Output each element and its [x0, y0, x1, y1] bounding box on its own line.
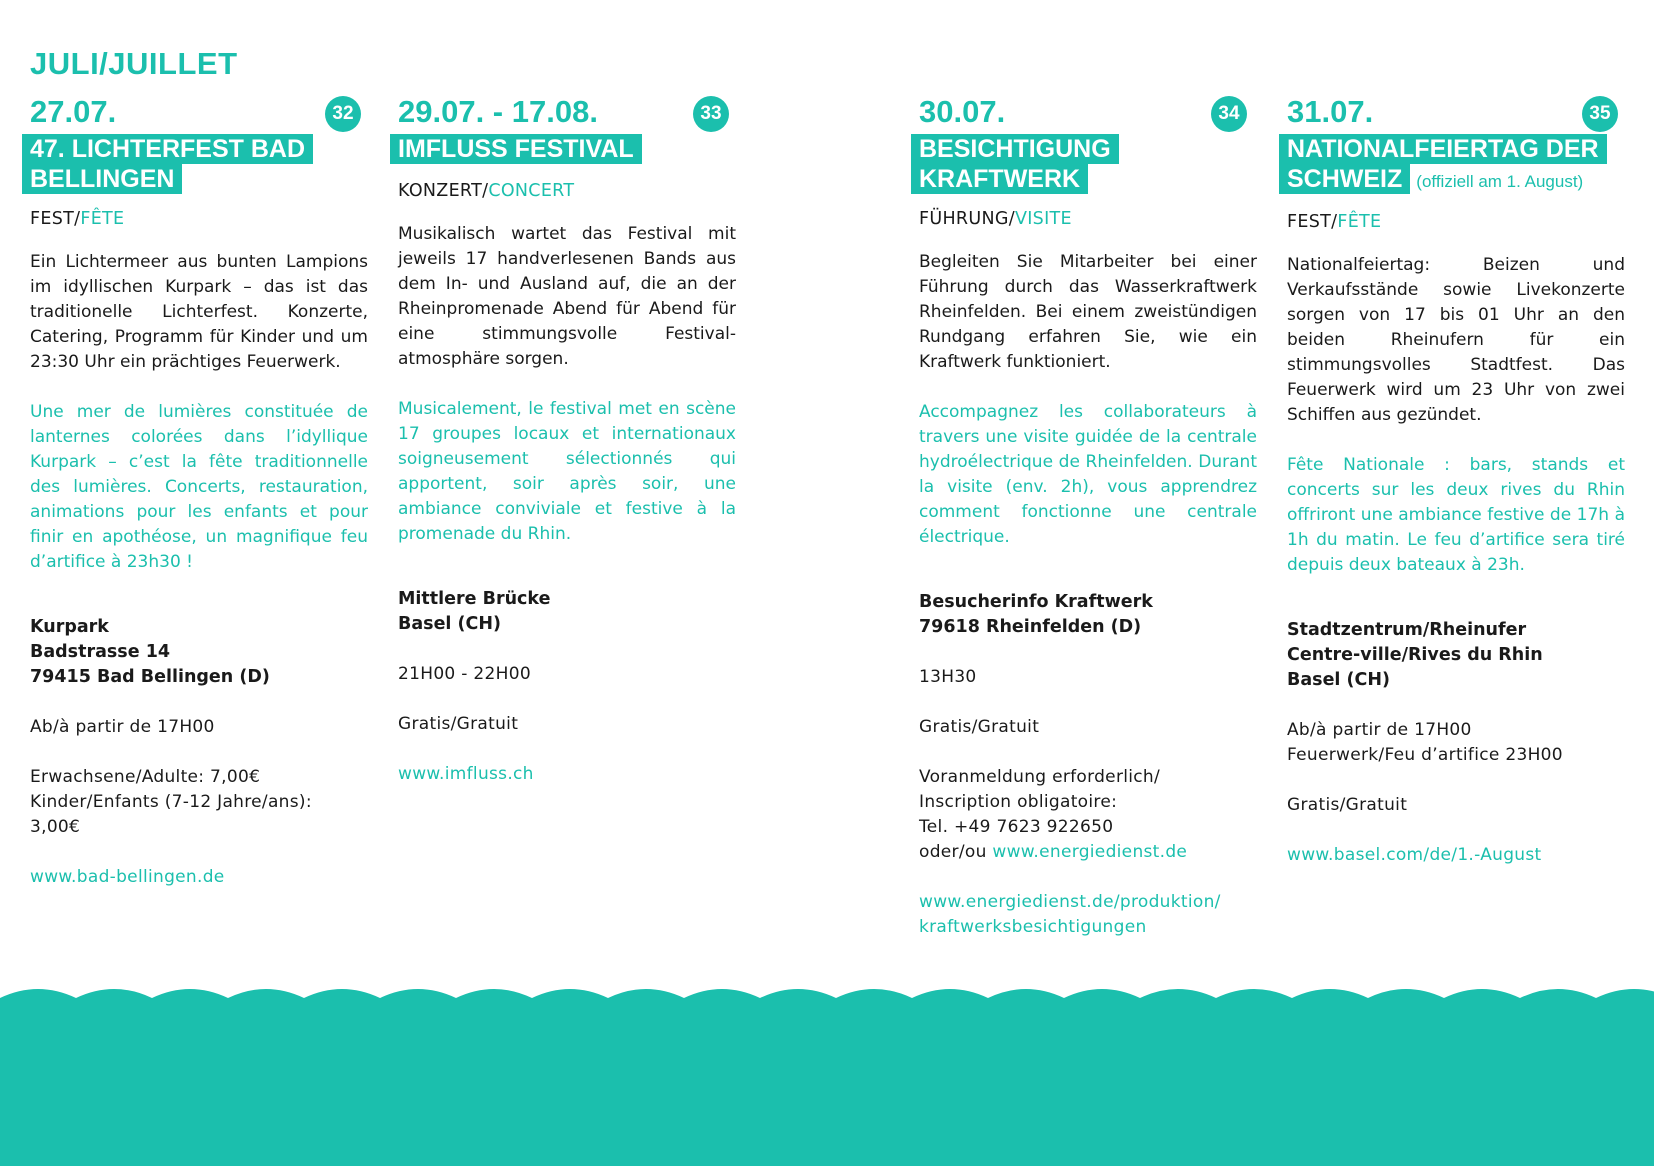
event-title — [398, 134, 736, 164]
event-card-32 — [30, 92, 368, 890]
registration-line: Tel. +49 7623 922650 — [919, 817, 1114, 837]
event-website-link[interactable]: www.basel.com/de/1.-August — [1287, 845, 1542, 865]
registration-line — [919, 840, 1257, 865]
event-date: 27.07. — [30, 94, 117, 129]
description-de: Nationalfeiertag: Beizen und Verkaufsstände sowie Livekonzerte sorgen von 17 bis 01 Uhr an den beiden Rheinufern für ein stimmungsvolles Stadtfest. Das Feuerwerk wird um 23 Uhr von zwei Schiffen aus gezündet. — [1287, 255, 1625, 425]
event-number-badge: 33 — [693, 96, 729, 132]
event-location — [1287, 618, 1625, 693]
event-website-link[interactable]: www.imfluss.ch — [398, 764, 534, 784]
time-line: Ab/à partir de 17H00 — [1287, 720, 1472, 740]
event-number-badge: 32 — [325, 96, 361, 132]
category-de: FEST/ — [1287, 212, 1338, 232]
description-fr: Fête Nationale : bars, stands et concerts sur les deux rives du Rhin offriront une ambiance festive de 17h à 1h du matin. Le feu d’artifice sera tiré depuis deux bateaux à 23h. — [1287, 455, 1625, 575]
location-line: Mittlere Brücke — [398, 589, 551, 609]
location-line: 79618 Rheinfelden (D) — [919, 617, 1142, 637]
event-time — [1287, 718, 1625, 768]
registration-link[interactable]: www.energiedienst.de — [992, 842, 1188, 862]
description-de: Musikalisch wartet das Festival mit jeweils 17 handverlesenen Bands aus dem In- und Ausland auf, die an der Rheinpromenade Abend für Abend für eine stimmungsvolle Festival-atmosphäre sorgen. — [398, 224, 736, 369]
category-de: FEST/ — [30, 209, 81, 229]
event-card-34 — [919, 92, 1257, 940]
event-registration — [919, 765, 1257, 865]
event-price: Gratis/Gratuit — [919, 717, 1040, 737]
location-line: Kurpark — [30, 617, 109, 637]
event-title-line: 47. LICHTERFEST BAD — [22, 134, 313, 164]
description-fr: Une mer de lumières constituée de lanternes colorées dans l’idyllique Kurpark – c’est la fête traditionnelle des lumières. Concerts, restauration, animations pour les enfants et pour finir en apothéose, un magnifique feu d’artifice à 23h30 ! — [30, 402, 368, 572]
category-fr: CONCERT — [488, 181, 575, 201]
wave-decoration — [0, 978, 1654, 1166]
location-line: Stadtzentrum/Rheinufer — [1287, 620, 1527, 640]
event-price: Gratis/Gratuit — [398, 714, 519, 734]
location-line: Basel (CH) — [1287, 670, 1391, 690]
description-fr: Musicalement, le festival met en scène 17 groupes locaux et internationaux soigneusement sélectionnés qui apportent, soir après soir, une ambiance conviviale et festive à la promenade du Rhin. — [398, 399, 736, 544]
event-title-line: KRAFTWERK — [911, 164, 1088, 194]
time-line: Feuerwerk/Feu d’artifice 23H00 — [1287, 745, 1563, 765]
category-fr: FÊTE — [1337, 212, 1382, 232]
event-title-line: BELLINGEN — [22, 164, 182, 194]
location-line: Besucherinfo Kraftwerk — [919, 592, 1153, 612]
event-location — [398, 587, 736, 637]
url-line[interactable]: www.energiedienst.de/produktion/ — [919, 892, 1221, 912]
location-line: 79415 Bad Bellingen (D) — [30, 667, 270, 687]
location-line: Centre-ville/Rives du Rhin — [1287, 645, 1543, 665]
registration-line: Inscription obligatoire: — [919, 792, 1118, 812]
event-website-link[interactable]: www.bad-bellingen.de — [30, 867, 225, 887]
description-de: Ein Lichtermeer aus bunten Lampions im idyllischen Kurpark – das ist das traditionelle Lichterfest. Konzerte, Catering, Programm für Kinder und um 23:30 Uhr ein prächtiges Feuerwerk. — [30, 252, 368, 372]
category-de: FÜHRUNG/ — [919, 209, 1015, 229]
event-time: 21H00 - 22H00 — [398, 664, 531, 684]
event-website-link[interactable] — [919, 890, 1257, 940]
event-category — [30, 207, 368, 231]
event-category — [398, 179, 736, 203]
category-fr: FÊTE — [80, 209, 125, 229]
event-date: 29.07. - 17.08. — [398, 94, 598, 129]
url-line[interactable]: kraftwerksbesichtigungen — [919, 917, 1147, 937]
event-price — [30, 765, 368, 840]
event-date: 30.07. — [919, 94, 1006, 129]
event-time: 13H30 — [919, 667, 977, 687]
event-card-33 — [398, 92, 736, 787]
location-line: Basel (CH) — [398, 614, 502, 634]
event-price: Gratis/Gratuit — [1287, 795, 1408, 815]
price-line: Erwachsene/Adulte: 7,00€ — [30, 767, 261, 787]
event-category — [1287, 210, 1625, 234]
price-line: 3,00€ — [30, 817, 81, 837]
event-title-note: (offiziell am 1. August) — [1416, 172, 1584, 191]
event-title — [30, 134, 368, 194]
category-de: KONZERT/ — [398, 181, 489, 201]
description-de: Begleiten Sie Mitarbeiter bei einer Führung durch das Wasserkraftwerk Rheinfelden. Bei einem zweistündigen Rundgang erfahren Sie, wie ein Kraftwerk funktioniert. — [919, 252, 1257, 372]
event-title — [1287, 134, 1625, 197]
registration-line: Voranmeldung erforderlich/ — [919, 767, 1161, 787]
event-location — [919, 590, 1257, 640]
event-number-badge: 35 — [1582, 96, 1618, 132]
price-line: Kinder/Enfants (7-12 Jahre/ans): — [30, 792, 312, 812]
event-card-35 — [1287, 92, 1625, 868]
category-fr: VISITE — [1014, 209, 1072, 229]
event-title-line: SCHWEIZ — [1279, 164, 1410, 194]
registration-or: oder/ou — [919, 842, 993, 862]
event-title — [919, 134, 1257, 194]
month-heading: JULI/JUILLET — [30, 46, 238, 81]
event-number-badge: 34 — [1211, 96, 1247, 132]
event-time: Ab/à partir de 17H00 — [30, 717, 215, 737]
event-category — [919, 207, 1257, 231]
event-location — [30, 615, 368, 690]
location-line: Badstrasse 14 — [30, 642, 171, 662]
event-title-line: IMFLUSS FESTIVAL — [390, 134, 642, 164]
description-fr: Accompagnez les collaborateurs à travers une visite guidée de la centrale hydroélectrique de Rheinfelden. Durant la visite (env. 2h), vous apprendrez comment fonctionne une centrale électrique. — [919, 402, 1257, 547]
event-title-line: BESICHTIGUNG — [911, 134, 1119, 164]
event-date: 31.07. — [1287, 94, 1374, 129]
event-title-line: NATIONALFEIERTAG DER — [1279, 134, 1607, 164]
